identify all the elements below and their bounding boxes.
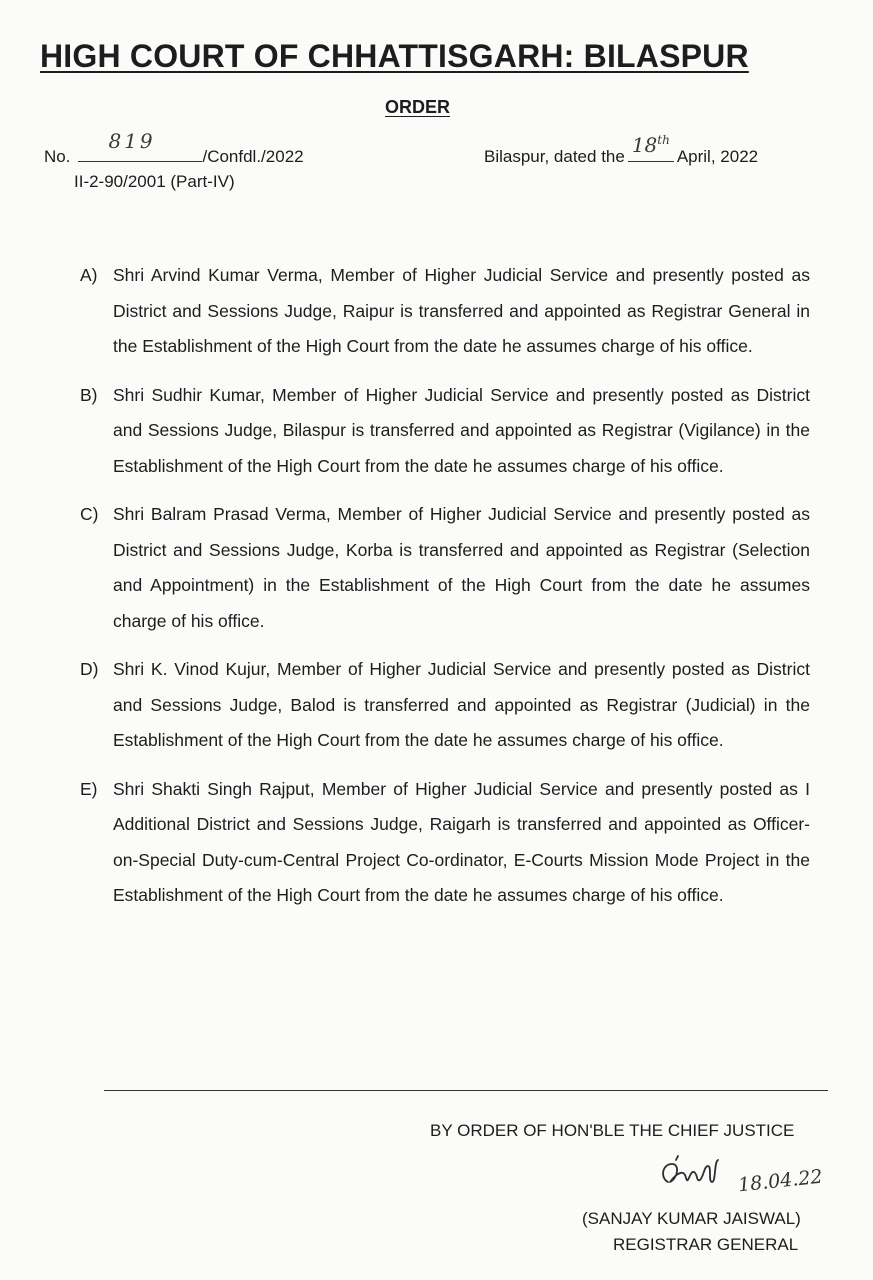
item-text: Shri Balram Prasad Verma, Member of Higher Judicial Service and presently posted as District and Sessions Judge, Korba is transferred and appointed as Registrar (Selection and Appointment) in the Establishment of the High Court from the date he assumes charge of his office. xyxy=(113,504,810,631)
order-item-e xyxy=(80,772,810,914)
order-date-line xyxy=(484,133,759,167)
item-marker: C) xyxy=(80,504,99,524)
signature-date-handwritten: 18.04.22 xyxy=(737,1165,824,1197)
signature-mark xyxy=(656,1152,734,1196)
reference-suffix: /Confdl./2022 xyxy=(202,147,304,166)
signatory-name: (SANJAY KUMAR JAISWAL) xyxy=(582,1209,801,1228)
court-title: HIGH COURT OF CHHATTISGARH: BILASPUR xyxy=(40,38,749,74)
item-text: Shri K. Vinod Kujur, Member of Higher Judicial Service and presently posted as District and Sessions Judge, Balod is transferred and appointed as Registrar (Judicial) in the Establishment of the High Court from the date he assumes charge of his office. xyxy=(113,659,810,750)
item-marker: B) xyxy=(80,384,98,405)
order-item-a xyxy=(80,258,810,365)
item-text: Shri Shakti Singh Rajput, Member of Higher Judicial Service and presently posted as I Additional District and Sessions Judge, Raigarh is transferred and appointed as Officer-on-Special Duty-cum-Central Project Co-ordinator, E-Courts Mission Mode Project in the Establishment of the High Court from the date he assumes charge of his office. xyxy=(113,778,810,905)
order-heading: ORDER xyxy=(384,97,450,117)
date-day-handwritten: 18th xyxy=(631,133,670,157)
date-day-suffix: th xyxy=(657,133,670,147)
reference-number-blank xyxy=(78,129,202,162)
date-prefix: Bilaspur, dated the xyxy=(484,147,625,166)
by-order-line: BY ORDER OF HON'BLE THE CHIEF JUSTICE xyxy=(430,1121,795,1140)
divider-line xyxy=(104,1090,828,1091)
date-suffix: April, 2022 xyxy=(676,147,759,166)
reference-no-label: No. xyxy=(44,147,71,166)
order-item-c xyxy=(80,497,810,639)
item-text: Shri Sudhir Kumar, Member of Higher Judicial Service and presently posted as District and Sessions Judge, Bilaspur is transferred and appointed as Registrar (Vigilance) in the Establishment of the High Court from the date he assumes charge of his office. xyxy=(113,384,810,476)
order-items xyxy=(80,258,810,927)
item-marker: A) xyxy=(80,265,98,285)
item-text: Shri Arvind Kumar Verma, Member of Higher Judicial Service and presently posted as District and Sessions Judge, Raipur is transferred and appointed as Registrar General in the Establishment of the High Court from the date he assumes charge of his office. xyxy=(113,265,810,356)
file-number: II-2-90/2001 (Part-IV) xyxy=(74,172,235,191)
item-marker: E) xyxy=(80,778,98,799)
order-item-d xyxy=(80,652,810,759)
order-item-b xyxy=(80,378,810,485)
date-day-blank xyxy=(628,133,674,162)
reference-number-handwritten: 819 xyxy=(108,129,156,153)
reference-number-line xyxy=(44,129,304,167)
signatory-designation: REGISTRAR GENERAL xyxy=(613,1235,799,1254)
item-marker: D) xyxy=(80,659,99,679)
